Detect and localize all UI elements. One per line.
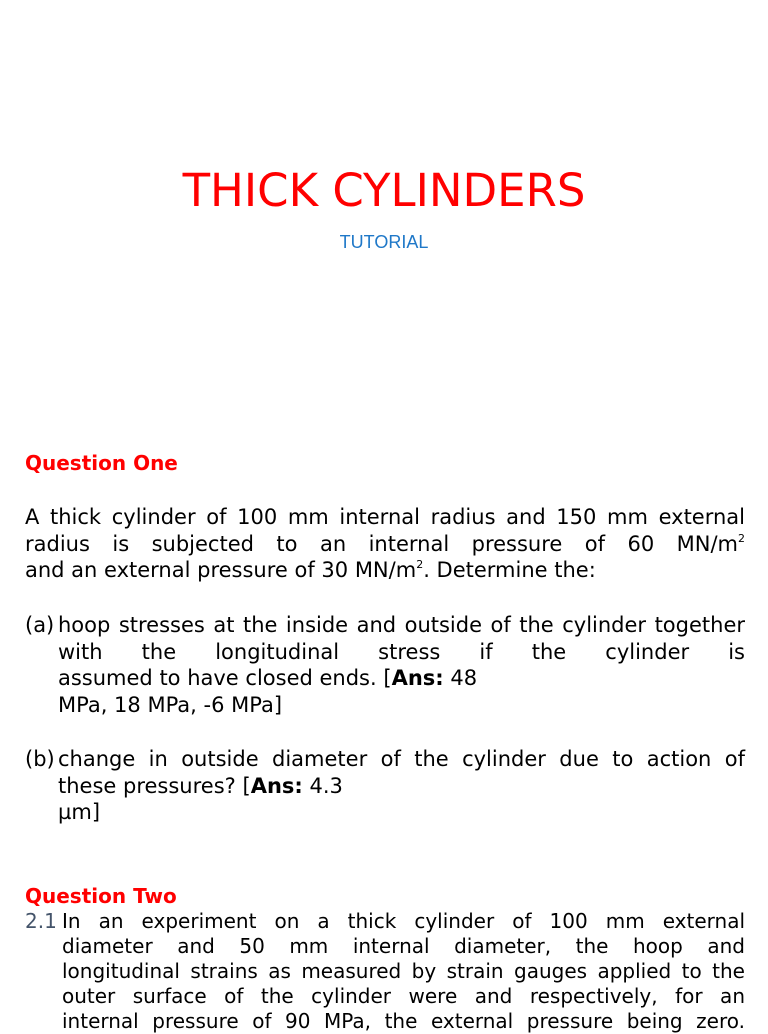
document-title: THICK CYLINDERS: [182, 164, 586, 217]
question-one-intro: [25, 504, 745, 584]
part-b-answer-line: [25, 773, 745, 800]
answer-value: 48: [443, 666, 478, 690]
superscript: 2: [738, 531, 745, 545]
q2-line-1: In an experiment on a thick cylinder of 100 mm external: [62, 909, 745, 933]
answer-label: Ans:: [391, 666, 444, 690]
bracket: [: [242, 773, 251, 798]
part-a-label: (a): [25, 613, 55, 637]
part-a-answer: [383, 666, 477, 690]
intro-text-1: A thick cylinder of 100 mm internal radius and 150 mm external radius is subjected to an internal pressure of 60 MN/m: [25, 505, 745, 556]
bracket: [: [383, 666, 392, 690]
part-b-text-2: these pressures?: [58, 773, 236, 798]
item-number: 2.1: [25, 909, 57, 933]
part-b-text: change in outside diameter of the cylinder due to action of: [58, 747, 745, 771]
intro-text-3: . Determine the:: [423, 558, 596, 582]
q2-line-5: internal pressure of 90 MPa, the external pressure being zero.: [62, 1009, 745, 1033]
question-two-heading: Question Two: [25, 884, 177, 908]
document-subtitle: TUTORIAL: [339, 232, 429, 252]
answer-label: Ans:: [250, 773, 303, 798]
part-a-answer-continued: MPa, 18 MPa, -6 MPa]: [58, 692, 283, 717]
question-two-item: [25, 909, 745, 1034]
question-one-part-a: [25, 612, 745, 718]
q2-line-4: outer surface of the cylinder were and respectively, for an: [62, 984, 745, 1008]
superscript: 2: [416, 558, 424, 571]
answer-value: 4.3: [302, 773, 343, 798]
q2-line-3: longitudinal strains as measured by strain gauges applied to the: [62, 959, 745, 983]
q2-line-2: diameter and 50 mm internal diameter, the hoop and: [62, 934, 745, 958]
part-b-answer: [242, 774, 342, 798]
part-a-answer-line: [25, 665, 745, 692]
question-one-part-b: [25, 746, 745, 826]
part-b-answer-continued: µm]: [58, 800, 101, 824]
intro-text-2: and an external pressure of 30 MN/m: [25, 558, 417, 582]
part-a-text-2: assumed to have closed ends.: [58, 666, 377, 690]
question-one-heading: Question One: [25, 451, 178, 475]
part-b-label: (b): [25, 747, 55, 771]
part-a-text: hoop stresses at the inside and outside of the cylinder together with the longitudinal stress if the cylinder is: [58, 613, 745, 664]
